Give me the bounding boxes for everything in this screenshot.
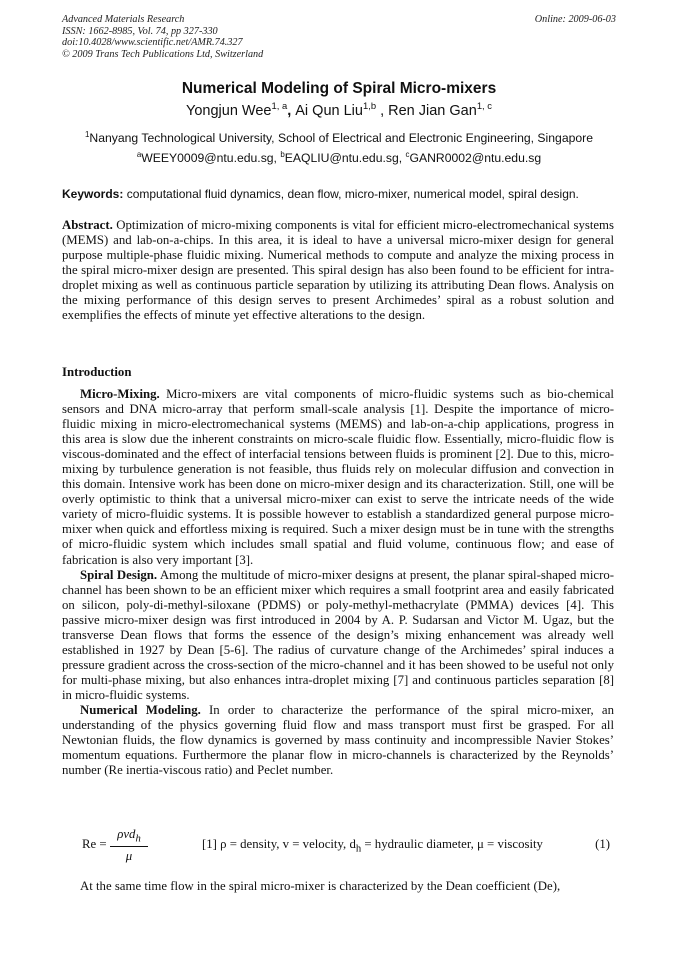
journal-header bbox=[62, 14, 616, 60]
abstract bbox=[62, 218, 614, 323]
paragraph-text: Among the multitude of micro-mixer designs at present, the planar spiral-shaped micro-channel has been shown to be an efficient mixer which requires a small footprint area and easily fabricated on silicon, poly-di-methyl-siloxane (PDMS) or poly-methyl-methacrylate (PMMA) devices [4]. This passive micro-mixer design was first introduced in 2004 by A. P. Sudarsan and Victor M. Ugaz, but the transverse Dean flows that forms the essence of the design’s mixing enhancement was already well established in 1927 by Dean [5-6]. The radius of curvature change of the Archimedes’ spiral induces a pressure gradient across the cross-section of the micro-channel and it has been showed to be useful not only for multi-phase mixing, but also enhances intra-droplet mixing [7] and continuous particles separation [8] in micro-fluidic systems. bbox=[62, 567, 614, 702]
abstract-label: Abstract. bbox=[62, 218, 113, 232]
journal-name: Advanced Materials Research bbox=[62, 14, 185, 25]
email-superscript: b bbox=[280, 149, 285, 159]
author-name: Yongjun Wee bbox=[186, 103, 272, 119]
paragraph-label: Spiral Design. bbox=[80, 567, 158, 582]
affiliation-superscript: 1 bbox=[85, 129, 90, 139]
section-heading-introduction: Introduction bbox=[62, 365, 132, 379]
email-address[interactable]: EAQLIU@ntu.edu.sg, bbox=[284, 151, 406, 165]
paper-title: Numerical Modeling of Spiral Micro-mixers bbox=[181, 80, 497, 97]
keywords bbox=[62, 187, 618, 201]
email-superscript: c bbox=[405, 149, 410, 159]
paragraph-label: Micro-Mixing. bbox=[80, 387, 160, 401]
email-address[interactable]: WEEY0009@ntu.edu.sg, bbox=[141, 151, 281, 165]
equation-lhs: Re = bbox=[82, 837, 107, 851]
equation-fraction bbox=[110, 827, 148, 864]
online-date: Online: 2009-06-03 bbox=[534, 14, 616, 25]
paragraph-dean-coefficient: At the same time flow in the spiral micro-mixer is characterized by the Dean coefficient (De), bbox=[80, 879, 561, 893]
paragraph-text: Micro-mixers are vital components of micro-fluidic systems such as bio-chemical sensors and DNA micro-array that perform small-scale analysis [1]. Despite the importance of micro-fluidic mixing in micro-electromechanical systems (MEMS) and lab-on-a-chip applications, progress in this area is slow due the inherent constraints on micro-scale fluidic flow. Essentially, micro-fluidic flow is viscous-dominated and the effect of interfacial tensions between fluids is prominent [2]. Due to this, micro-mixing by turbulence generation is not feasible, thus fluids rely on molecular diffusion and convection in this domain. Intensive work has been done on micro-mixer design and its characterization. Still, one will be overly optimistic to think that a universal micro-mixer can exist to serve the intricate needs of the wide variety of micro-fluidic systems. It is possible however to establish a standardized general purpose micro-mixer when quick and effortless mixing is required. Such a mixer design must be in tune with the strengths of micro-fluidic system which includes small spatial and fluid volume, continuous flow; and ease of fabrication is also very important [3]. bbox=[62, 387, 614, 567]
paragraph-text: In order to characterize the performance of the spiral micro-mixer, an understanding of the physics governing fluid flow and mass transport must first be grasped. For all Newtonian fluids, the flow dynamics is governed by mass continuity and incompressible Navier Stokes’ momentum equations. Furthermore the planar flow in micro-channels is characterized by the Reynolds’ number (Re inertia-viscous ratio) and Peclet number. bbox=[62, 702, 614, 778]
equation-denominator: μ bbox=[125, 848, 133, 863]
email-address[interactable]: GANR0002@ntu.edu.sg bbox=[409, 151, 542, 165]
equation-number: (1) bbox=[595, 837, 610, 851]
introduction-body bbox=[62, 387, 614, 778]
description-text: [1] ρ = density, v = velocity, d bbox=[202, 837, 356, 851]
author-separator: , bbox=[287, 103, 296, 119]
description-rest: = hydraulic diameter, μ = viscosity bbox=[361, 837, 543, 851]
author-name: Ren Jian Gan bbox=[388, 103, 477, 119]
reynolds-equation bbox=[82, 827, 622, 867]
email-list bbox=[0, 151, 678, 165]
paragraph-label: Numerical Modeling. bbox=[80, 702, 201, 717]
author-superscript: 1, c bbox=[476, 100, 492, 112]
author-superscript: 1, a bbox=[271, 100, 288, 112]
paragraph-numerical-modeling bbox=[62, 703, 614, 778]
numerator-subscript: h bbox=[135, 833, 141, 845]
equation-description bbox=[202, 837, 543, 855]
author-superscript: 1,b bbox=[362, 100, 377, 112]
affiliation-text: Nanyang Technological University, School of Electrical and Electronic Engineering, Singapore bbox=[89, 131, 593, 145]
affiliation bbox=[0, 131, 678, 145]
journal-doi: doi:10.4028/www.scientific.net/AMR.74.327 bbox=[62, 37, 243, 49]
author-list bbox=[0, 100, 678, 119]
equation-numerator bbox=[110, 827, 148, 847]
keywords-text: computational fluid dynamics, dean flow, micro-mixer, numerical model, spiral design. bbox=[123, 187, 579, 201]
author-name: Ai Qun Liu bbox=[295, 103, 363, 119]
description-subscript: h bbox=[355, 843, 362, 855]
email-superscript: a bbox=[136, 149, 142, 159]
numerator-text: ρvd bbox=[117, 827, 136, 841]
author-separator: , bbox=[376, 103, 389, 119]
journal-issn: ISSN: 1662-8985, Vol. 74, pp 327-330 bbox=[62, 25, 218, 37]
paragraph-spiral-design bbox=[62, 568, 614, 703]
journal-copyright: © 2009 Trans Tech Publications Ltd, Switzerland bbox=[62, 48, 264, 60]
abstract-text: Optimization of micro-mixing components is vital for efficient micro-electromechanical systems (MEMS) and lab-on-a-chips. In this area, it is ideal to have a universal micro-mixer design for general purpose multiple-phase fluidic mixing. Numerical methods to compute and analyze the mixing process in the spiral micro-mixer design are presented. This spiral design has also been found to be efficient for intra-droplet mixing as well as continuous particle separation by utilizing its attributing Dean flows. Analysis on the mixing performance of this design serves to present Archimedes’ spiral as a robust solution and exemplifies the effects of minute yet effective alterations to the design. bbox=[62, 218, 614, 323]
keywords-label: Keywords: bbox=[62, 187, 124, 201]
paragraph-micro-mixing bbox=[62, 387, 614, 568]
